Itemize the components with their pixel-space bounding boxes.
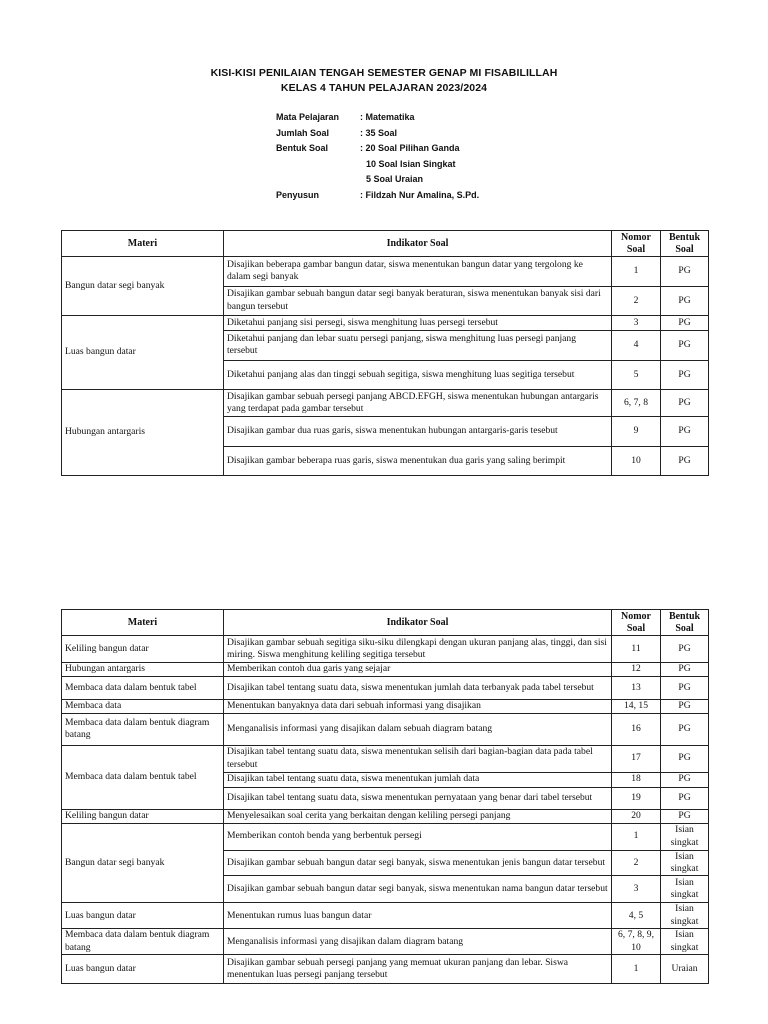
materi-cell: Luas bangun datar (62, 316, 224, 390)
indikator-cell: Disajikan gambar sebuah bangun datar segi banyak beraturan, siswa menentukan banyak sisi dari bangun tersebut (224, 286, 612, 316)
bentuk-soal-cell: PG (661, 257, 709, 287)
nomor-soal-cell: 11 (612, 636, 661, 663)
table-row (62, 903, 709, 929)
materi-cell: Membaca data dalam bentuk diagram batang (62, 929, 224, 955)
bentuk-value: : 20 Soal Pilihan Ganda (360, 143, 460, 154)
materi-cell: Keliling bangun datar (62, 809, 224, 823)
indikator-cell: Diketahui panjang dan lebar suatu persegi panjang, siswa menghitung luas persegi panjang tersebut (224, 331, 612, 361)
table-row (62, 257, 709, 287)
table-row (62, 663, 709, 677)
indikator-cell: Memberikan contoh benda yang berbentuk persegi (224, 823, 612, 850)
bentuk-soal-cell: Isian singkat (661, 876, 709, 903)
indikator-cell: Disajikan tabel tentang suatu data, siswa menentukan jumlah data (224, 772, 612, 787)
bentuk-soal-cell: PG (661, 714, 709, 746)
bentuk-label: Bentuk Soal (276, 143, 329, 154)
materi-cell: Keliling bangun datar (62, 636, 224, 663)
bentuk-soal-cell: PG (661, 772, 709, 787)
nomor-soal-cell: 12 (612, 663, 661, 677)
nomor-soal-cell: 2 (612, 286, 661, 316)
nomor-soal-cell: 1 (612, 823, 661, 850)
table-header-row (62, 610, 709, 636)
penyusun-value: : Fildzah Nur Amalina, S.Pd. (360, 189, 480, 200)
indikator-cell: Disajikan gambar sebuah bangun datar segi banyak, siswa menentukan nama bangun datar tersebut (224, 876, 612, 903)
bentuk-soal-cell: PG (661, 787, 709, 809)
header-nomor: Nomor Soal (612, 231, 661, 257)
bentuk-soal-cell: PG (661, 809, 709, 823)
jumlah-value: : 35 Soal (360, 127, 398, 138)
bentuk-soal-cell: PG (661, 360, 709, 390)
table-row (62, 809, 709, 823)
indikator-cell: Menganalisis informasi yang disajikan dalam diagram batang (224, 929, 612, 955)
table-row (62, 636, 709, 663)
nomor-soal-cell: 1 (612, 955, 661, 984)
bentuk-soal-cell: Isian singkat (661, 903, 709, 929)
bentuk-soal-cell: PG (661, 663, 709, 677)
materi-cell: Hubungan antargaris (62, 390, 224, 476)
indikator-cell: Memberikan contoh dua garis yang sejajar (224, 663, 612, 677)
bentuk-soal-cell: PG (661, 636, 709, 663)
bentuk-soal-cell: PG (661, 745, 709, 772)
materi-cell: Bangun datar segi banyak (62, 823, 224, 903)
mapel-label: Mata Pelajaran (276, 112, 340, 122)
table-header-row (62, 231, 709, 257)
document-title: KISI-KISI PENILAIAN TENGAH SEMESTER GENAP MI FISABILILLAH (210, 67, 558, 79)
table-row (62, 316, 709, 331)
materi-cell: Membaca data dalam bentuk tabel (62, 745, 224, 809)
nomor-soal-cell: 3 (612, 876, 661, 903)
kisi-table-1 (61, 230, 709, 476)
bentuk-value-2: 10 Soal Isian Singkat (366, 158, 456, 169)
nomor-soal-cell: 20 (612, 809, 661, 823)
nomor-soal-cell: 17 (612, 745, 661, 772)
materi-cell: Membaca data (62, 700, 224, 714)
nomor-soal-cell: 1 (612, 257, 661, 287)
indikator-cell: Menganalisis informasi yang disajikan dalam sebuah diagram batang (224, 714, 612, 746)
header-indikator: Indikator Soal (224, 231, 612, 257)
materi-cell: Bangun datar segi banyak (62, 257, 224, 316)
nomor-soal-cell: 10 (612, 446, 661, 476)
nomor-soal-cell: 2 (612, 850, 661, 876)
nomor-soal-cell: 4 (612, 331, 661, 361)
indikator-cell: Disajikan beberapa gambar bangun datar, siswa menentukan bangun datar yang tergolong ke dalam segi banyak (224, 257, 612, 287)
header-bentuk: Bentuk Soal (661, 231, 709, 257)
header-materi: Materi (62, 231, 224, 257)
indikator-cell: Menyelesaikan soal cerita yang berkaitan dengan keliling persegi panjang (224, 809, 612, 823)
mapel-value: : Matematika (360, 112, 415, 122)
nomor-soal-cell: 6, 7, 8, 9, 10 (612, 929, 661, 955)
indikator-cell: Disajikan gambar sebuah bangun datar segi banyak, siswa menentukan jenis bangun datar tersebut (224, 850, 612, 876)
nomor-soal-cell: 16 (612, 714, 661, 746)
materi-cell: Membaca data dalam bentuk diagram batang (62, 714, 224, 746)
indikator-cell: Disajikan tabel tentang suatu data, siswa menentukan jumlah data terbanyak pada tabel tersebut (224, 677, 612, 700)
bentuk-soal-cell: PG (661, 446, 709, 476)
table-row (62, 700, 709, 714)
table-row (62, 929, 709, 955)
materi-cell: Hubungan antargaris (62, 663, 224, 677)
nomor-soal-cell: 4, 5 (612, 903, 661, 929)
indikator-cell: Disajikan gambar sebuah persegi panjang ABCD.EFGH, siswa menentukan hubungan antargaris yang terdapat pada gambar tersebut (224, 390, 612, 417)
header-bentuk: Bentuk Soal (661, 610, 709, 636)
nomor-soal-cell: 9 (612, 417, 661, 447)
indikator-cell: Disajikan gambar sebuah segitiga siku-siku dilengkapi dengan ukuran panjang alas, tinggi, dan sisi miring. Siswa menghitung keliling segitiga tersebut (224, 636, 612, 663)
nomor-soal-cell: 6, 7, 8 (612, 390, 661, 417)
materi-cell: Luas bangun datar (62, 903, 224, 929)
penyusun-label: Penyusun (276, 189, 320, 200)
nomor-soal-cell: 5 (612, 360, 661, 390)
nomor-soal-cell: 18 (612, 772, 661, 787)
table-row (62, 823, 709, 850)
indikator-cell: Disajikan tabel tentang suatu data, siswa menentukan selisih dari bagian-bagian data pada tabel tersebut (224, 745, 612, 772)
indikator-cell: Diketahui panjang alas dan tinggi sebuah segitiga, siswa menghitung luas segitiga tersebut (224, 360, 612, 390)
bentuk-soal-cell: Isian singkat (661, 850, 709, 876)
materi-cell: Membaca data dalam bentuk tabel (62, 677, 224, 700)
indikator-cell: Menentukan banyaknya data dari sebuah informasi yang disajikan (224, 700, 612, 714)
nomor-soal-cell: 3 (612, 316, 661, 331)
table-row (62, 714, 709, 746)
nomor-soal-cell: 14, 15 (612, 700, 661, 714)
jumlah-label: Jumlah Soal (276, 127, 330, 138)
table-row (62, 677, 709, 700)
header-indikator: Indikator Soal (224, 610, 612, 636)
bentuk-value-3: 5 Soal Uraian (366, 174, 424, 185)
indikator-cell: Disajikan gambar dua ruas garis, siswa menentukan hubungan antargaris-garis tesebut (224, 417, 612, 447)
nomor-soal-cell: 13 (612, 677, 661, 700)
indikator-cell: Disajikan tabel tentang suatu data, siswa menentukan pernyataan yang benar dari tabel tersebut (224, 787, 612, 809)
indikator-cell: Menentukan rumus luas bangun datar (224, 903, 612, 929)
document-subtitle: KELAS 4 TAHUN PELAJARAN 2023/2024 (280, 82, 488, 94)
bentuk-soal-cell: PG (661, 417, 709, 447)
bentuk-soal-cell: PG (661, 286, 709, 316)
indikator-cell: Disajikan gambar sebuah persegi panjang yang memuat ukuran panjang dan lebar. Siswa menentukan luas persegi panjang tersebut (224, 955, 612, 984)
header-materi: Materi (62, 610, 224, 636)
bentuk-soal-cell: Isian singkat (661, 929, 709, 955)
bentuk-soal-cell: PG (661, 700, 709, 714)
table-row (62, 745, 709, 772)
indikator-cell: Diketahui panjang sisi persegi, siswa menghitung luas persegi tersebut (224, 316, 612, 331)
indikator-cell: Disajikan gambar beberapa ruas garis, siswa menentukan dua garis yang saling berimpit (224, 446, 612, 476)
bentuk-soal-cell: PG (661, 390, 709, 417)
bentuk-soal-cell: PG (661, 677, 709, 700)
kisi-table-2 (61, 609, 709, 984)
table-row (62, 955, 709, 984)
table-row (62, 390, 709, 417)
bentuk-soal-cell: PG (661, 331, 709, 361)
nomor-soal-cell: 19 (612, 787, 661, 809)
materi-cell: Luas bangun datar (62, 955, 224, 984)
bentuk-soal-cell: Isian singkat (661, 823, 709, 850)
header-nomor: Nomor Soal (612, 610, 661, 636)
bentuk-soal-cell: PG (661, 316, 709, 331)
bentuk-soal-cell: Uraian (661, 955, 709, 984)
